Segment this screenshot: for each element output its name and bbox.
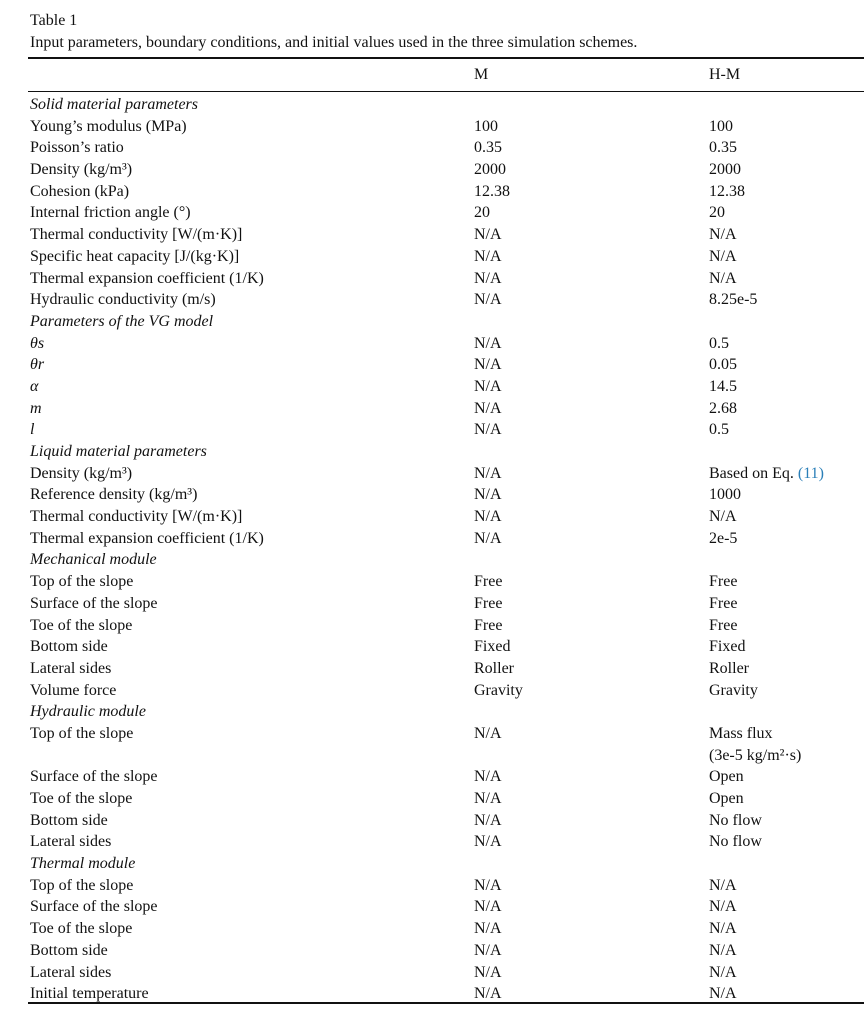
cell-hm-text: No flow bbox=[709, 811, 762, 829]
cell-hm-text: No flow bbox=[709, 833, 762, 851]
cell-m: N/A bbox=[474, 941, 502, 959]
table-row bbox=[0, 137, 868, 159]
parameter-label: Bottom side bbox=[30, 638, 108, 656]
cell-m: N/A bbox=[474, 985, 502, 1003]
cell-hm-line2: (3e-5 kg/m²·s) bbox=[709, 746, 802, 764]
cell-hm bbox=[709, 419, 729, 441]
cell-m: Roller bbox=[474, 659, 514, 677]
cell-hm-text: 0.5 bbox=[709, 334, 729, 352]
cell-m: N/A bbox=[474, 508, 502, 526]
parameter-label: α bbox=[30, 377, 39, 395]
table-row bbox=[0, 398, 868, 420]
cell-m: N/A bbox=[474, 811, 502, 829]
section-row bbox=[0, 441, 868, 463]
cell-hm bbox=[709, 766, 744, 788]
cell-m: N/A bbox=[474, 920, 502, 938]
section-label: Mechanical module bbox=[30, 551, 157, 569]
table-row bbox=[0, 419, 868, 441]
cell-m: N/A bbox=[474, 226, 502, 244]
cell-hm-text: 20 bbox=[709, 204, 725, 222]
table-row bbox=[0, 723, 868, 766]
cell-m: N/A bbox=[474, 269, 502, 287]
cell-m: Fixed bbox=[474, 638, 511, 656]
parameter-label: Thermal conductivity [W/(m·K)] bbox=[30, 226, 243, 244]
cell-hm-text: Free bbox=[709, 594, 738, 612]
cell-hm bbox=[709, 528, 737, 550]
parameter-label: Toe of the slope bbox=[30, 920, 133, 938]
cell-m: Free bbox=[474, 573, 503, 591]
bottom-rule bbox=[28, 1002, 864, 1004]
parameter-label: Density (kg/m³) bbox=[30, 161, 133, 179]
table-row bbox=[0, 680, 868, 702]
cell-hm bbox=[709, 615, 737, 637]
cell-hm bbox=[709, 224, 737, 246]
cell-m: N/A bbox=[474, 876, 502, 894]
cell-m: N/A bbox=[474, 464, 502, 482]
table-label: Table 1 bbox=[30, 12, 78, 29]
cell-hm-text: Fixed bbox=[709, 638, 746, 656]
cell-hm-text: N/A bbox=[709, 963, 737, 981]
cell-hm bbox=[709, 636, 745, 658]
cell-hm bbox=[709, 289, 757, 311]
top-rule bbox=[28, 57, 864, 59]
table-body bbox=[0, 94, 868, 1005]
column-header-hm: H-M bbox=[709, 66, 741, 83]
cell-m: N/A bbox=[474, 291, 502, 309]
table-row bbox=[0, 571, 868, 593]
cell-hm bbox=[709, 962, 737, 984]
parameter-label: Thermal expansion coefficient (1/K) bbox=[30, 269, 264, 287]
table-row bbox=[0, 940, 868, 962]
cell-hm bbox=[709, 181, 745, 203]
cell-hm-text: Gravity bbox=[709, 681, 758, 699]
table-row bbox=[0, 615, 868, 637]
cell-hm-text: N/A bbox=[709, 941, 737, 959]
cell-m: N/A bbox=[474, 833, 502, 851]
cell-hm-text: N/A bbox=[709, 898, 737, 916]
table-row bbox=[0, 246, 868, 268]
parameter-label: Bottom side bbox=[30, 941, 108, 959]
cell-hm-text: 2000 bbox=[709, 161, 741, 179]
cell-hm bbox=[709, 116, 733, 138]
cell-hm bbox=[709, 354, 737, 376]
cell-hm-text: Mass flux bbox=[709, 724, 773, 742]
cell-hm bbox=[709, 268, 737, 290]
table-row bbox=[0, 506, 868, 528]
parameter-label: Top of the slope bbox=[30, 876, 134, 894]
cell-hm bbox=[709, 918, 737, 940]
section-row bbox=[0, 853, 868, 875]
cell-hm-text: 0.5 bbox=[709, 421, 729, 439]
cell-m: N/A bbox=[474, 790, 502, 808]
parameter-label: Reference density (kg/m³) bbox=[30, 486, 198, 504]
section-label: Solid material parameters bbox=[30, 96, 198, 113]
table-row bbox=[0, 766, 868, 788]
cell-m: Free bbox=[474, 616, 503, 634]
cell-m: 20 bbox=[474, 204, 490, 222]
cell-hm-text: N/A bbox=[709, 508, 737, 526]
parameter-label: Thermal conductivity [W/(m·K)] bbox=[30, 508, 243, 526]
cell-m: 2000 bbox=[474, 161, 506, 179]
cell-hm bbox=[709, 506, 737, 528]
cell-hm-text: 100 bbox=[709, 117, 733, 135]
parameter-label: Top of the slope bbox=[30, 724, 134, 742]
cell-hm-text: N/A bbox=[709, 876, 737, 894]
cell-hm-text: 8.25e-5 bbox=[709, 291, 758, 309]
cell-m: N/A bbox=[474, 898, 502, 916]
cell-m: N/A bbox=[474, 963, 502, 981]
table-row bbox=[0, 354, 868, 376]
section-label: Hydraulic module bbox=[30, 703, 146, 721]
cell-hm-text: Free bbox=[709, 616, 738, 634]
parameter-label: Toe of the slope bbox=[30, 790, 133, 808]
cell-hm-text: N/A bbox=[709, 226, 737, 244]
table-row bbox=[0, 463, 868, 485]
cell-hm bbox=[709, 137, 737, 159]
table-row bbox=[0, 181, 868, 203]
equation-reference-link[interactable]: (11) bbox=[797, 464, 824, 482]
table-row bbox=[0, 788, 868, 810]
cell-m: Free bbox=[474, 594, 503, 612]
parameter-label: Toe of the slope bbox=[30, 616, 133, 634]
section-label: Liquid material parameters bbox=[30, 443, 207, 460]
parameter-label: Lateral sides bbox=[30, 963, 112, 981]
parameter-label: Surface of the slope bbox=[30, 594, 158, 612]
table-row bbox=[0, 810, 868, 832]
table-row bbox=[0, 289, 868, 311]
parameter-label: Lateral sides bbox=[30, 659, 112, 677]
section-row bbox=[0, 701, 868, 723]
table-row bbox=[0, 896, 868, 918]
parameter-label: Internal friction angle (°) bbox=[30, 204, 191, 222]
cell-hm-text: N/A bbox=[709, 269, 737, 287]
parameter-label: Bottom side bbox=[30, 811, 108, 829]
cell-hm-text: 2.68 bbox=[709, 399, 737, 417]
parameter-label: Initial temperature bbox=[30, 985, 149, 1003]
table-row bbox=[0, 116, 868, 138]
cell-hm-text: 2e-5 bbox=[709, 529, 738, 547]
cell-m: N/A bbox=[474, 247, 502, 265]
table-row bbox=[0, 376, 868, 398]
cell-hm bbox=[709, 896, 737, 918]
cell-m: N/A bbox=[474, 486, 502, 504]
cell-hm-text: Roller bbox=[709, 659, 749, 677]
parameter-label: Top of the slope bbox=[30, 573, 134, 591]
cell-hm bbox=[709, 484, 741, 506]
cell-m: N/A bbox=[474, 377, 502, 395]
section-row bbox=[0, 549, 868, 571]
parameter-label: Specific heat capacity [J/(kg·K)] bbox=[30, 247, 240, 265]
table-row bbox=[0, 962, 868, 984]
cell-hm bbox=[709, 463, 824, 485]
parameter-label: Young’s modulus (MPa) bbox=[30, 117, 187, 135]
parameter-label: θr bbox=[30, 356, 45, 374]
cell-hm-text: 14.5 bbox=[709, 377, 737, 395]
cell-m: N/A bbox=[474, 529, 502, 547]
cell-hm bbox=[709, 333, 729, 355]
header-rule bbox=[28, 91, 864, 92]
cell-hm bbox=[709, 571, 737, 593]
cell-m: 12.38 bbox=[474, 182, 510, 200]
cell-hm bbox=[709, 658, 749, 680]
cell-hm bbox=[709, 810, 762, 832]
parameter-label: Lateral sides bbox=[30, 833, 112, 851]
cell-hm-text: 0.35 bbox=[709, 139, 737, 157]
table-row bbox=[0, 202, 868, 224]
cell-m: Gravity bbox=[474, 681, 523, 699]
table-row bbox=[0, 333, 868, 355]
parameter-label: Cohesion (kPa) bbox=[30, 182, 130, 200]
cell-hm bbox=[709, 875, 737, 897]
parameter-label: Surface of the slope bbox=[30, 898, 158, 916]
section-label: Parameters of the VG model bbox=[30, 312, 214, 330]
parameter-label: θs bbox=[30, 334, 45, 352]
cell-hm bbox=[709, 202, 725, 224]
cell-hm-text: Based on Eq. bbox=[709, 464, 798, 482]
parameter-label: Thermal expansion coefficient (1/K) bbox=[30, 529, 264, 547]
parameter-label: Volume force bbox=[30, 681, 117, 699]
cell-hm-text: Open bbox=[709, 768, 744, 786]
cell-hm bbox=[709, 376, 737, 398]
cell-hm-text: N/A bbox=[709, 247, 737, 265]
table-title: Input parameters, boundary conditions, and initial values used in the three simulation schemes. bbox=[30, 34, 638, 51]
cell-hm-text: Free bbox=[709, 573, 738, 591]
cell-hm-text: 1000 bbox=[709, 486, 741, 504]
cell-hm bbox=[709, 398, 737, 420]
parameter-label: Density (kg/m³) bbox=[30, 464, 133, 482]
parameter-label: m bbox=[30, 399, 42, 417]
cell-hm-text: N/A bbox=[709, 985, 737, 1003]
cell-m: 100 bbox=[474, 117, 498, 135]
parameter-label: Surface of the slope bbox=[30, 768, 158, 786]
table-row bbox=[0, 159, 868, 181]
section-row bbox=[0, 311, 868, 333]
cell-hm bbox=[709, 680, 758, 702]
section-label: Thermal module bbox=[30, 855, 136, 873]
parameter-label: Poisson’s ratio bbox=[30, 139, 124, 157]
cell-m: N/A bbox=[474, 334, 502, 352]
table-row bbox=[0, 268, 868, 290]
table-row bbox=[0, 593, 868, 615]
cell-m: N/A bbox=[474, 356, 502, 374]
parameter-label: l bbox=[30, 421, 35, 439]
parameter-label: Hydraulic conductivity (m/s) bbox=[30, 291, 216, 309]
cell-hm-text: 0.05 bbox=[709, 356, 737, 374]
cell-hm bbox=[709, 940, 737, 962]
cell-m: N/A bbox=[474, 724, 502, 742]
table-row bbox=[0, 658, 868, 680]
cell-hm-text: 12.38 bbox=[709, 182, 745, 200]
cell-m: N/A bbox=[474, 768, 502, 786]
cell-hm bbox=[709, 159, 741, 181]
cell-m: N/A bbox=[474, 421, 502, 439]
cell-m: 0.35 bbox=[474, 139, 502, 157]
table-row bbox=[0, 831, 868, 853]
column-header-m: M bbox=[474, 66, 489, 83]
cell-hm bbox=[709, 246, 737, 268]
table-row bbox=[0, 636, 868, 658]
cell-hm bbox=[709, 723, 801, 766]
cell-hm bbox=[709, 831, 762, 853]
cell-m: N/A bbox=[474, 399, 502, 417]
table-row bbox=[0, 918, 868, 940]
section-row bbox=[0, 94, 868, 116]
table-row bbox=[0, 528, 868, 550]
cell-hm-text: N/A bbox=[709, 920, 737, 938]
cell-hm bbox=[709, 593, 737, 615]
cell-hm-text: Open bbox=[709, 790, 744, 808]
table-row bbox=[0, 224, 868, 246]
cell-hm bbox=[709, 788, 744, 810]
table-row bbox=[0, 875, 868, 897]
table-caption bbox=[30, 10, 637, 54]
table-row bbox=[0, 484, 868, 506]
